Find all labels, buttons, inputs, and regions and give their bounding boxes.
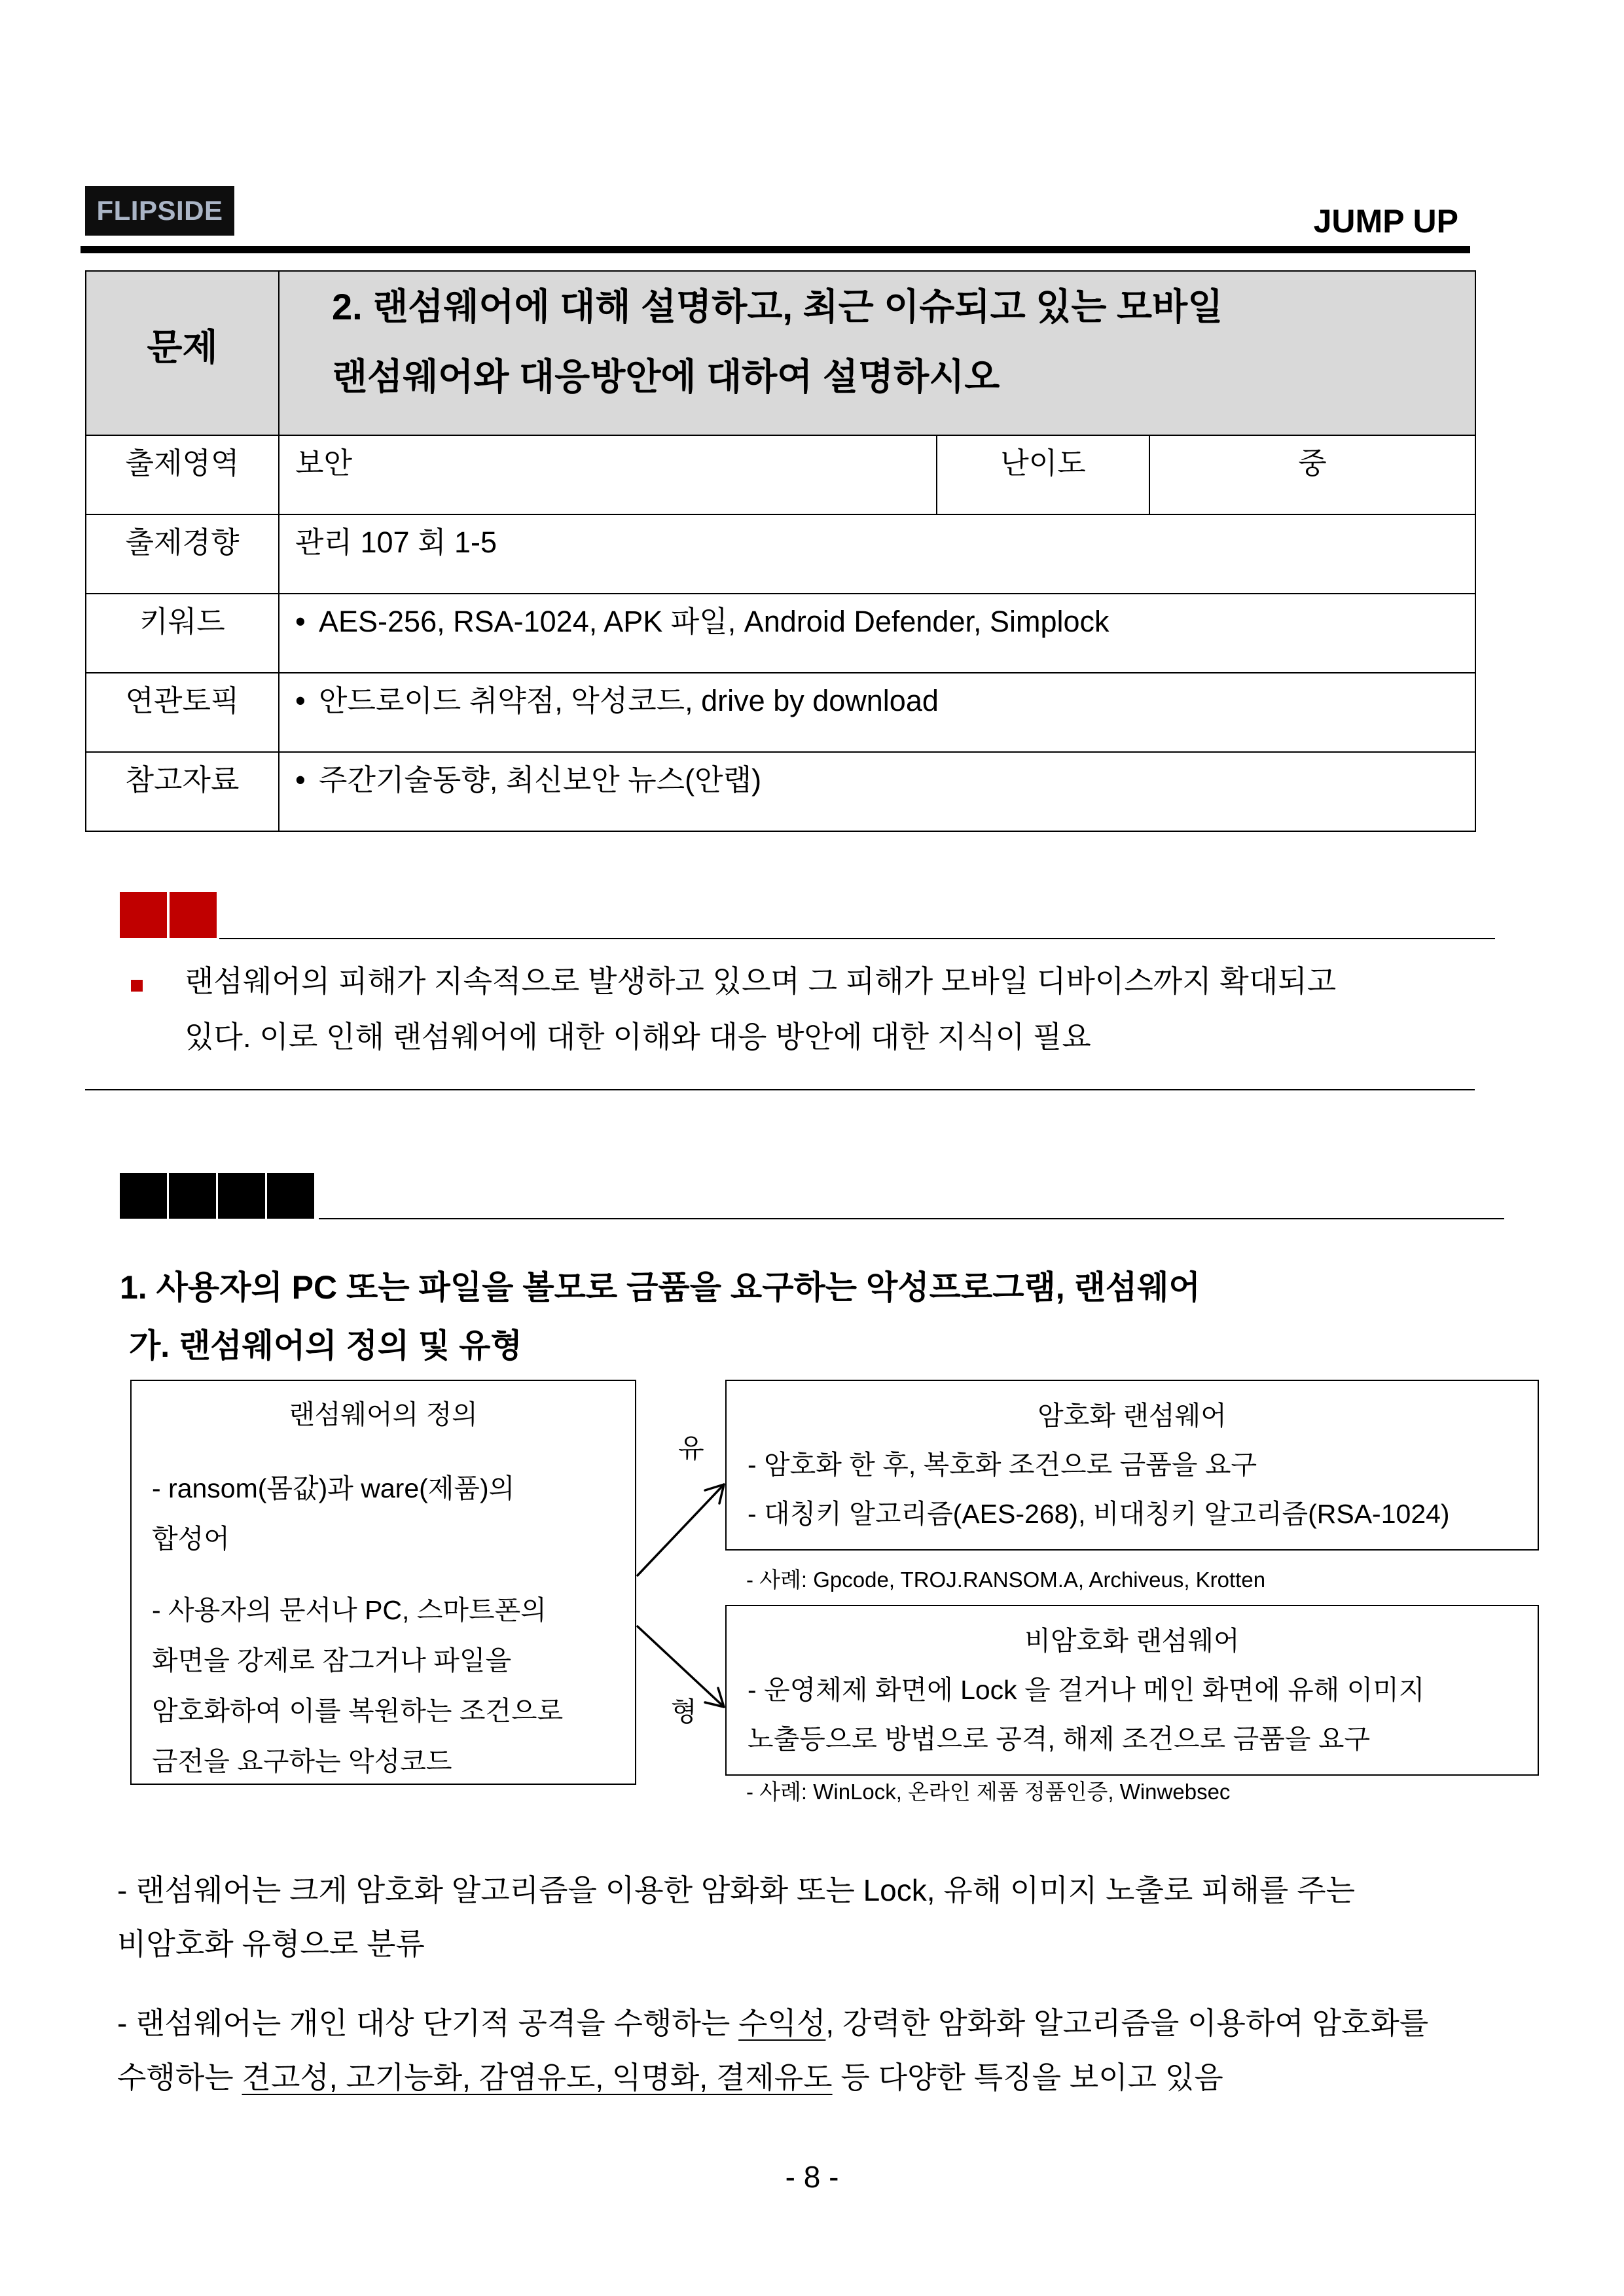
section-title-rule [219, 938, 1495, 939]
definition-line: - 사용자의 문서나 PC, 스마트폰의 [152, 1595, 547, 1625]
encrypt-line: - 암호화 한 후, 복호화 조건으로 금품을 요구 [748, 1450, 1257, 1480]
text-segment: - 랜섬웨어는 개인 대상 단기적 공격을 수행하는 [117, 2006, 739, 2040]
bullet-icon [295, 605, 319, 638]
difficulty-value: 중 [1149, 435, 1475, 514]
question-label: 문제 [86, 271, 279, 435]
section-marker-square [170, 892, 217, 938]
paragraph-line: - 랜섬웨어는 크게 암호화 알고리즘을 이용한 암화화 또는 Lock, 유해 이미지 노출로 피해를 주는 [117, 1873, 1356, 1907]
nonencrypt-case-caption: - 사례: WinLock, 온라인 제품 정품인증, Winwebsec [746, 1780, 1231, 1804]
heading-1: 1. 사용자의 PC 또는 파일을 볼모로 금품을 요구하는 악성프로그램, 랜섬웨어 [120, 1269, 1200, 1306]
text-segment: , 강력한 암화화 알고리즘을 이용하여 암호화를 [825, 2006, 1429, 2040]
definition-point-1 [152, 1463, 514, 1564]
definition-line: 화면을 강제로 잠그거나 파일을 [152, 1645, 512, 1676]
difficulty-label: 난이도 [937, 435, 1149, 514]
section-divider [85, 1089, 1475, 1090]
reference-label: 참고자료 [86, 752, 279, 831]
keyword-row [86, 594, 1475, 673]
nonencrypt-line: - 운영체제 화면에 Lock 을 걸거나 메인 화면에 유해 이미지 [748, 1675, 1425, 1705]
definition-line: 금전을 요구하는 악성코드 [152, 1746, 452, 1776]
flipside-logo [85, 186, 234, 236]
underlined-text: 수익성 [738, 2006, 826, 2040]
encrypt-case-caption: - 사례: Gpcode, TROJ.RANSOM.A, Archiveus, Krotten [746, 1568, 1266, 1592]
reference-cell [279, 752, 1475, 831]
paragraph-line [117, 2051, 1428, 2105]
area-label: 출제영역 [86, 435, 279, 514]
keyword-value: AES-256, RSA-1024, APK 파일, Android Defender, Simplock [319, 605, 1110, 638]
paragraph-line: 비암호화 유형으로 분류 [117, 1927, 425, 1961]
question-row [86, 271, 1475, 435]
question-text [279, 271, 1475, 435]
keyword-label: 키워드 [86, 594, 279, 673]
nonencrypt-ransomware-box [725, 1605, 1539, 1776]
page-number: - 8 - [785, 2160, 839, 2194]
heading-1-1: 가. 랜섬웨어의 정의 및 유형 [129, 1327, 522, 1364]
definition-line: 암호화하여 이를 복원하는 조건으로 [152, 1696, 564, 1726]
encrypt-lines [748, 1441, 1450, 1539]
area-row [86, 435, 1475, 514]
bullet-icon [295, 684, 319, 717]
arrow-to-nonencrypt-line [638, 1626, 724, 1707]
type-label-top: 유 [678, 1433, 704, 1463]
intro-text [185, 954, 1336, 1065]
square-bullet-icon [131, 980, 143, 992]
definition-box [130, 1380, 636, 1785]
text-segment: 수행하는 [117, 2060, 242, 2094]
section-marker-square [169, 1173, 216, 1219]
header-rule [81, 246, 1470, 253]
definition-line: 합성어 [152, 1524, 230, 1554]
keyword-cell [279, 594, 1475, 673]
nonencrypt-lines [748, 1666, 1425, 1764]
encrypt-ransomware-box [725, 1380, 1539, 1551]
section-marker-square [120, 892, 167, 938]
intro-line: 있다. 이로 인해 랜섬웨어에 대한 이해와 대응 방안에 대한 지식이 필요 [185, 1020, 1091, 1054]
section-title-rule [319, 1218, 1504, 1219]
question-line: 2. 랜섬웨어에 대해 설명하고, 최근 이슈되고 있는 모바일 [332, 286, 1223, 327]
topic-cell [279, 673, 1475, 752]
section-marker-square [267, 1173, 314, 1219]
question-line: 랜섬웨어와 대응방안에 대하여 설명하시오 [332, 356, 1000, 397]
logo-text: FLIPSIDE [96, 195, 223, 226]
bullet-icon [295, 763, 319, 797]
trend-row [86, 514, 1475, 594]
type-label-bottom: 형 [671, 1696, 697, 1727]
encrypt-line: - 대칭키 알고리즘(AES-268), 비대칭키 알고리즘(RSA-1024) [748, 1499, 1450, 1529]
question-info-table [85, 270, 1476, 832]
definition-point-2 [152, 1585, 563, 1787]
diagram-arrows [628, 1466, 733, 1728]
underlined-text: 견고성, 고기능화, 감염유도, 익명화, 결제유도 [242, 2060, 833, 2094]
paragraph-2 [117, 1996, 1428, 2105]
section-marker-square [218, 1173, 265, 1219]
text-segment: 등 다양한 특징을 보이고 있음 [832, 2060, 1223, 2094]
paragraph-1 [117, 1863, 1355, 1971]
topic-label: 연관토픽 [86, 673, 279, 752]
trend-label: 출제경향 [86, 514, 279, 594]
paragraph-line [117, 1996, 1428, 2051]
trend-value: 관리 107 회 1-5 [279, 514, 1475, 594]
area-value: 보안 [279, 435, 937, 514]
intro-line: 랜섬웨어의 피해가 지속적으로 발생하고 있으며 그 피해가 모바일 디바이스까지 확대되고 [185, 964, 1337, 998]
arrow-to-encrypt-line [638, 1484, 724, 1575]
nonencrypt-title: 비암호화 랜섬웨어 [1024, 1626, 1240, 1656]
reference-row [86, 752, 1475, 831]
topic-value: 안드로이드 취약점, 악성코드, drive by download [319, 684, 939, 717]
section-marker-square [120, 1173, 167, 1219]
encrypt-title: 암호화 랜섬웨어 [1038, 1401, 1227, 1431]
header-title: JUMP UP [1313, 203, 1458, 240]
nonencrypt-line: 노출등으로 방법으로 공격, 해제 조건으로 금품을 요구 [748, 1724, 1371, 1754]
reference-value: 주간기술동향, 최신보안 뉴스(안랩) [319, 763, 762, 797]
definition-title: 랜섬웨어의 정의 [289, 1399, 478, 1429]
definition-line: - ransom(몸값)과 ware(제품)의 [152, 1473, 515, 1503]
topic-row [86, 673, 1475, 752]
